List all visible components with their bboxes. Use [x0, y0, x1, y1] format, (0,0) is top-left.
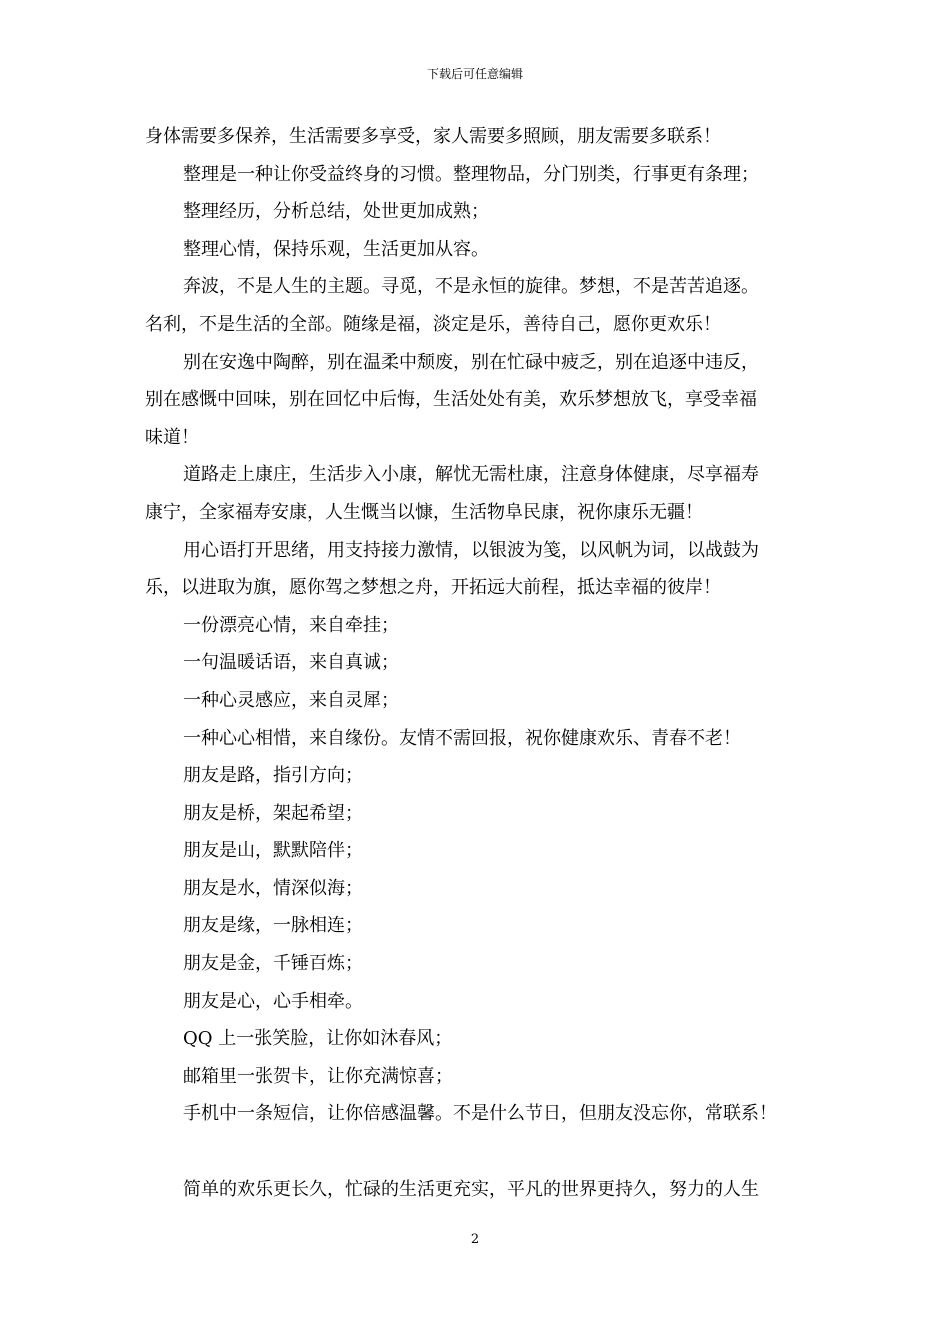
text-line: 一句温暖话语，来自真诚； — [183, 652, 399, 674]
text-line: 整理是一种让你受益终身的习惯。整理物品，分门别类，行事更有条理； — [183, 163, 759, 185]
text-line: 一种心灵感应，来自灵犀； — [183, 689, 399, 711]
text-line: 朋友是山，默默陪伴； — [183, 840, 363, 862]
text-line: 朋友是心，心手相牵。 — [183, 990, 363, 1012]
text-line: 一份漂亮心情，来自牵挂； — [183, 614, 399, 636]
page-header: 下载后可任意编辑 — [426, 67, 523, 81]
text-line: 整理心情，保持乐观，生活更加从容。 — [183, 238, 489, 260]
text-line: 乐，以进取为旗，愿你驾之梦想之舟，开拓远大前程，抵达幸福的彼岸！ — [145, 577, 721, 599]
text-line: 朋友是缘，一脉相连； — [183, 915, 363, 937]
text-line: 朋友是金，千锤百炼； — [183, 953, 363, 975]
text-line: QQ 上一张笑脸，让你如沐春风； — [183, 1028, 453, 1050]
text-line: 名利，不是生活的全部。随缘是福，淡定是乐，善待自己，愿你更欢乐！ — [145, 313, 721, 335]
paragraph-gap — [145, 1133, 825, 1171]
text-line: 整理经历，分析总结，处世更加成熟； — [183, 201, 489, 223]
document-body — [145, 118, 825, 1208]
text-line: 朋友是路，指引方向； — [183, 765, 363, 787]
text-line: 别在安逸中陶醉，别在温柔中颓废，别在忙碌中疲乏，别在追逐中违反， — [183, 351, 759, 373]
text-line: 用心语打开思绪，用支持接力激情，以银波为笺，以风帆为词，以战鼓为 — [183, 539, 759, 561]
text-line: 味道！ — [145, 426, 199, 448]
text-line: 奔波，不是人生的主题。寻觅，不是永恒的旋律。梦想，不是苦苦追逐。 — [183, 276, 759, 298]
page-number: 2 — [470, 1232, 480, 1247]
text-line: 简单的欢乐更长久，忙碌的生活更充实，平凡的世界更持久，努力的人生 — [183, 1178, 759, 1200]
text-line: 手机中一条短信，让你倍感温馨。不是什么节日，但朋友没忘你，常联系！ — [183, 1103, 777, 1125]
text-line: 别在感慨中回味，别在回忆中后悔，生活处处有美，欢乐梦想放飞，享受幸福 — [145, 389, 757, 411]
text-line: 邮箱里一张贺卡，让你充满惊喜； — [183, 1065, 453, 1087]
text-line: 康宁，全家福寿安康，人生慨当以慷，生活物阜民康，祝你康乐无疆！ — [145, 501, 703, 523]
text-line: 朋友是水，情深似海； — [183, 877, 363, 899]
text-line: 朋友是桥，架起希望； — [183, 802, 363, 824]
text-line: 身体需要多保养，生活需要多享受，家人需要多照顾，朋友需要多联系！ — [145, 126, 721, 147]
text-line: 道路走上康庄，生活步入小康，解忧无需杜康，注意身体健康，尽享福寿 — [183, 464, 759, 486]
text-line: 一种心心相惜，来自缘份。友情不需回报，祝你健康欢乐、青春不老！ — [183, 727, 741, 749]
